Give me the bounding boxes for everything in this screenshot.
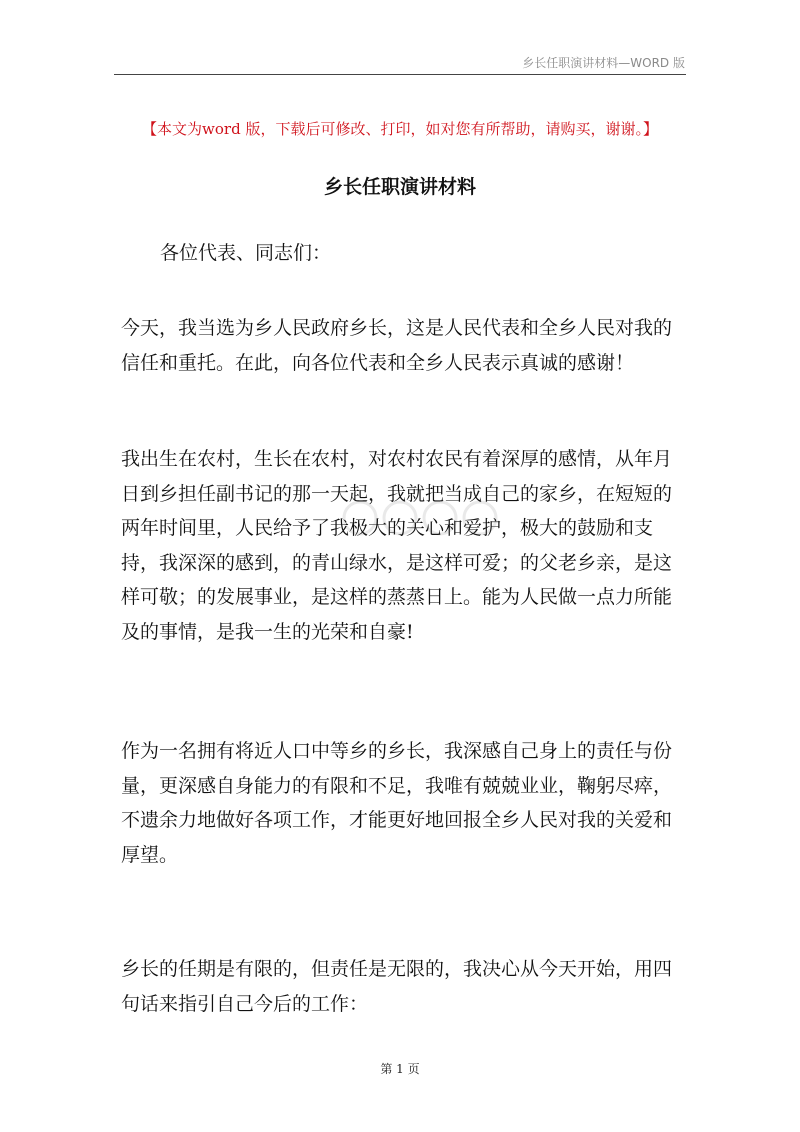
document-title: 乡长任职演讲材料 [323, 176, 476, 198]
header-divider [114, 74, 686, 75]
paragraph: 作为一名拥有将近人口中等乡的乡长，我深感自己身上的责任与份量，更深感自身能力的有限和不足，我唯有兢兢业业，鞠躬尽瘁，不遗余力地做好各项工作，才能更好地回报全乡人民对我的关爱和厚望。 [121, 740, 673, 866]
paragraph: 乡长的任期是有限的，但责任是无限的，我决心从今天开始，用四句话来指引自己今后的工作： [121, 958, 673, 1015]
paragraph: 今天，我当选为乡人民政府乡长，这是人民代表和全乡人民对我的信任和重托。在此，向各位代表和全乡人民表示真诚的感谢！ [121, 317, 673, 374]
paragraph: 我出生在农村，生长在农村，对农村农民有着深厚的感情，从年月日到乡担任副书记的那一天起，我就把当成自己的家乡，在短短的两年时间里，人民给予了我极大的关心和爱护，极大的鼓励和支持，我深深的感到，的青山绿水，是这样可爱；的父老乡亲，是这样可敬；的发展事业，是这样的蒸蒸日上。能为人民做一点力所能及的事情，是我一生的光荣和自豪! [121, 448, 673, 643]
purchase-notice: 【本文为word 版，下载后可修改、打印，如对您有所帮助，请购买，谢谢。】 [142, 120, 658, 138]
running-header: 乡长任职演讲材料—WORD 版 [522, 56, 685, 70]
salutation: 各位代表、同志们： [160, 242, 332, 264]
page-number: 第 1 页 [380, 1062, 420, 1076]
